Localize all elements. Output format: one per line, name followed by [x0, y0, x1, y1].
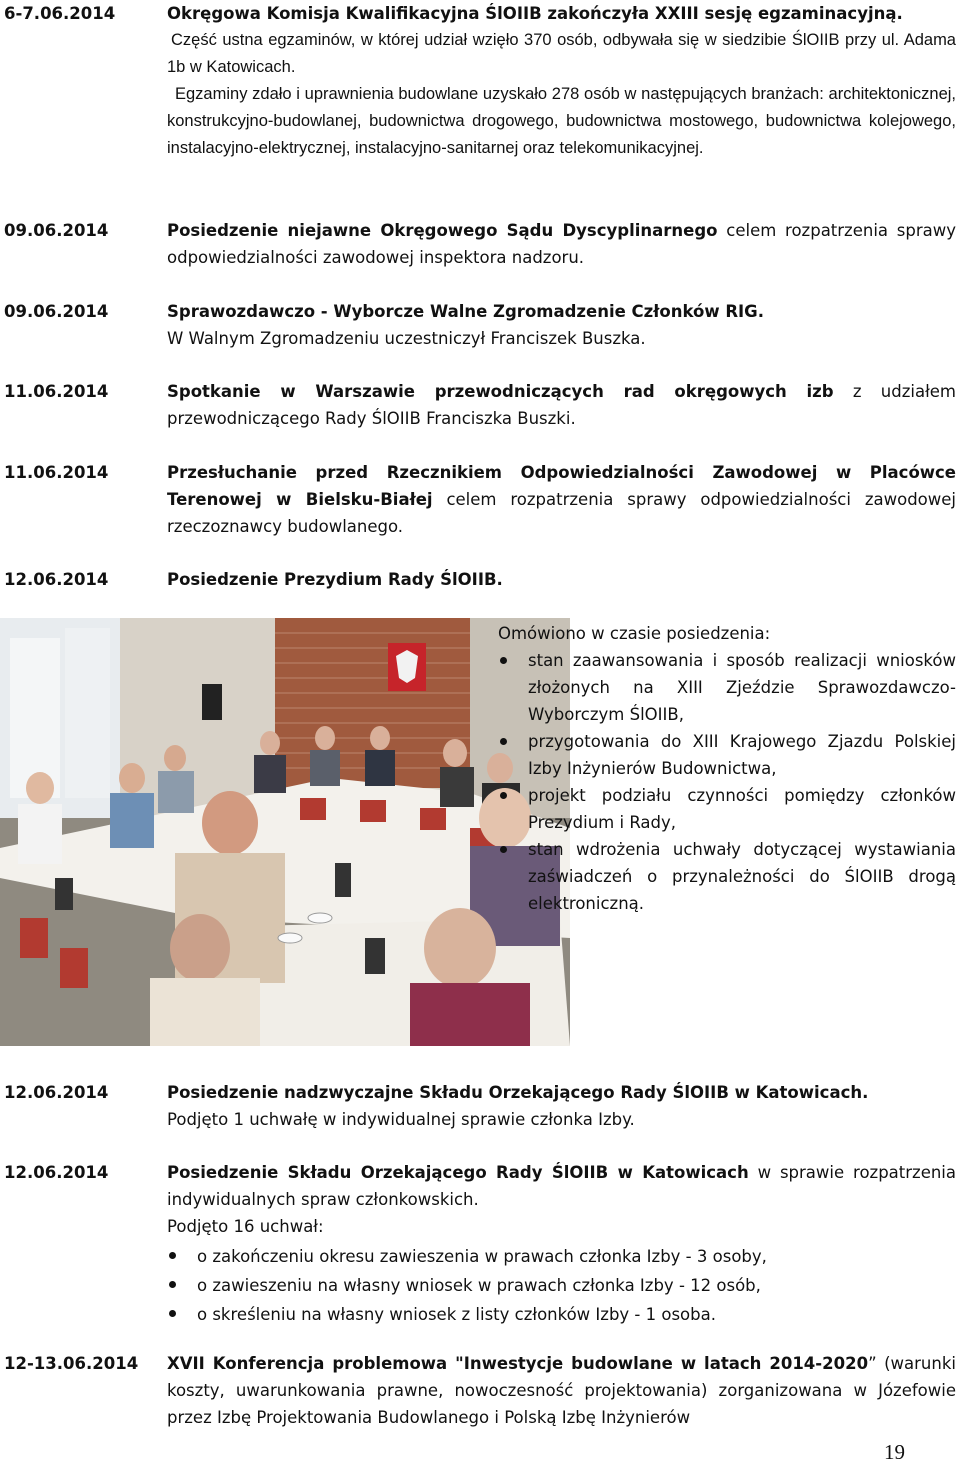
entry-title: Okręgowa Komisja Kwalifikacyjna ŚlOIIB zakończyła XXIII sesję egzaminacyjną. — [167, 4, 903, 23]
entry-date: 09.06.2014 — [4, 302, 109, 321]
entry-date: 12.06.2014 — [4, 570, 109, 589]
entry-text: Podjęto 1 uchwałę w indywidualnej sprawie członka Izby. — [167, 1110, 635, 1129]
entry-date: 12-13.06.2014 — [4, 1354, 139, 1373]
entry-title: Posiedzenie niejawne Okręgowego Sądu Dyscyplinarnego — [167, 221, 718, 240]
entry-body — [498, 620, 956, 917]
entry-text: celem rozpatrzenia sprawy odpowiedzialności zawodowej rzeczoznawcy budowlanego. — [167, 490, 956, 536]
entry-body — [167, 459, 956, 540]
page-number: 19 — [884, 1440, 905, 1464]
list-item: o zawieszeniu na własny wniosek w prawach członka Izby - 12 osób, — [167, 1271, 956, 1300]
entry-date: 09.06.2014 — [4, 221, 109, 240]
list-item: stan zaawansowania i sposób realizacji wniosków złożonych na XIII Zjeździe Sprawozdawczo- Wyborczym ŚlOIIB, — [498, 647, 956, 728]
entry-text: W Walnym Zgromadzeniu uczestniczył Franciszek Buszka. — [167, 329, 646, 348]
entry-body — [167, 1079, 956, 1133]
entry-date: 11.06.2014 — [4, 463, 109, 482]
list-item: stan wdrożenia uchwały dotyczącej wystawiania zaświadczeń o przynależności do ŚlOIIB drogą elektroniczną. — [498, 836, 956, 917]
entry-date: 12.06.2014 — [4, 1163, 109, 1182]
entry-text: w sprawie rozpatrzenia indywidualnych spraw członkowskich. — [167, 1163, 956, 1209]
entry-body — [167, 298, 956, 352]
bullet-list — [167, 1242, 956, 1329]
entry-body — [167, 378, 956, 432]
entry-intro: Podjęto 16 uchwał: — [167, 1217, 324, 1236]
entry-date: 12.06.2014 — [4, 1083, 109, 1102]
entry-title: Przesłuchanie przed Rzecznikiem Odpowiedzialności Zawodowej w Placówce Terenowej w Bielsku-Białej — [167, 463, 956, 509]
entry-title: Spotkanie w Warszawie przewodniczących rad okręgowych izb — [167, 382, 834, 401]
entry-body — [167, 1159, 956, 1329]
entry-intro: Omówiono w czasie posiedzenia: — [498, 624, 771, 643]
entry-body — [167, 217, 956, 271]
list-item: o skreśleniu na własny wniosek z listy członków Izby - 1 osoba. — [167, 1300, 956, 1329]
entry-title: Sprawozdawczo - Wyborcze Walne Zgromadzenie Członków RIG. — [167, 302, 764, 321]
bullet-list — [498, 647, 956, 917]
meeting-photo — [0, 618, 570, 1046]
entry-date: 6-7.06.2014 — [4, 4, 116, 23]
entry-title: XVII Konferencja problemowa "Inwestycje budowlane w latach 2014-2020 — [167, 1354, 869, 1373]
entry-title: Posiedzenie Prezydium Rady ŚlOIIB. — [167, 570, 503, 589]
entry-title: Posiedzenie Składu Orzekającego Rady ŚlOIIB w Katowicach — [167, 1163, 749, 1182]
entry-text: z udziałem przewodniczącego Rady ŚlOIIB Franciszka Buszki. — [167, 382, 956, 428]
entry-body — [167, 566, 956, 593]
entry-text: celem rozpatrzenia sprawy odpowiedzialności zawodowej inspektora nadzoru. — [167, 221, 956, 267]
entry-text: ” (warunki koszty, uwarunkowania prawne, nowoczesność projektowania) zorganizowana w Józefowie przez Izbę Projektowania Budowlanego i Polską Izbę Inżynierów — [167, 1354, 956, 1427]
entry-paragraph: Część ustna egzaminów, w której udział wzięło 370 osób, odbywała się w siedzibie ŚlOIIB przy ul. Adama 1b w Katowicach. — [167, 31, 956, 76]
entry-body — [167, 1350, 956, 1431]
entry-title: Posiedzenie nadzwyczajne Składu Orzekającego Rady ŚlOIIB w Katowicach. — [167, 1083, 869, 1102]
entry-date: 11.06.2014 — [4, 382, 109, 401]
list-item: przygotowania do XIII Krajowego Zjazdu Polskiej Izby Inżynierów Budownictwa, — [498, 728, 956, 782]
entry-body — [167, 0, 956, 162]
list-item: o zakończeniu okresu zawieszenia w prawach członka Izby - 3 osoby, — [167, 1242, 956, 1271]
list-item: projekt podziału czynności pomiędzy członków Prezydium i Rady, — [498, 782, 956, 836]
entry-paragraph: Egzaminy zdało i uprawnienia budowlane uzyskało 278 osób w następujących branżach: architektonicznej, konstrukcyjno-budowlanej, budownictwa drogowego, budownictwa mostowego, budownictwa kolejowego, instalacyjno-elektrycznej, instalacyjno-sanitarnej oraz telekomunikacyjnej. — [167, 85, 956, 157]
